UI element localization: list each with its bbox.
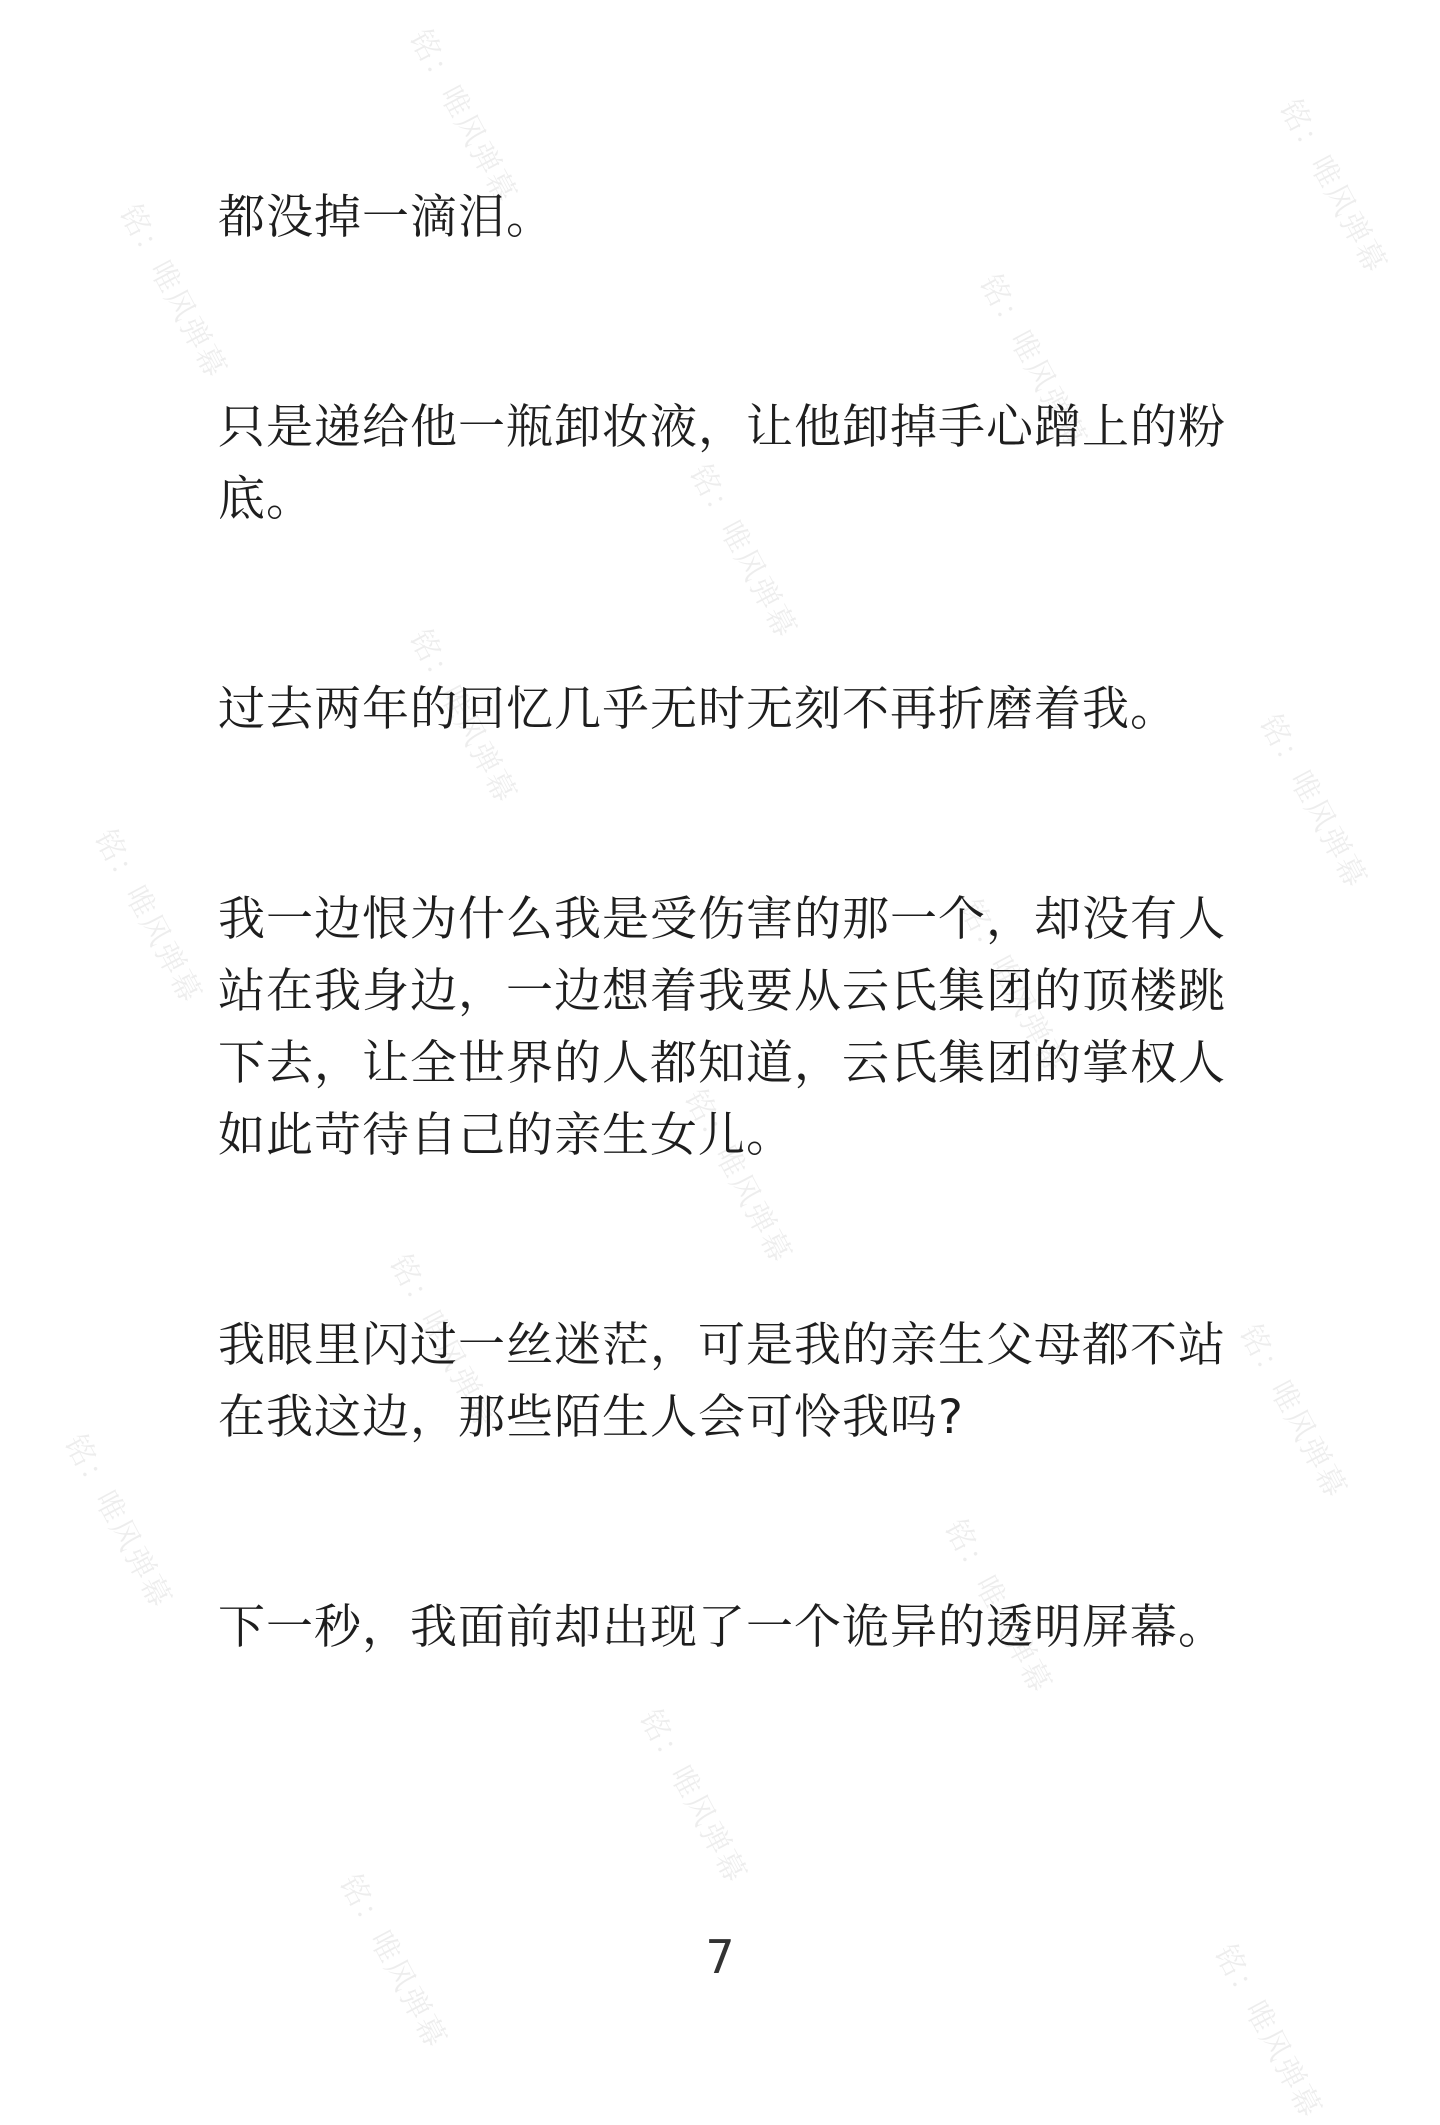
watermark: 铭：唯风弹幕 — [972, 268, 1094, 455]
watermark: 铭：唯风弹幕 — [952, 893, 1074, 1080]
watermark: 铭：唯风弹幕 — [57, 1428, 179, 1615]
watermark: 铭：唯风弹幕 — [402, 623, 524, 810]
paragraph: 只是递给他一瓶卸妆液，让他卸掉手心蹭上的粉底。 — [218, 400, 1226, 527]
watermark: 铭：唯风弹幕 — [87, 823, 209, 1010]
watermark: 铭：唯风弹幕 — [112, 198, 234, 385]
paragraph: 下一秒，我面前却出现了一个诡异的透明屏幕。 — [218, 1600, 1226, 1655]
watermark: 铭：唯风弹幕 — [682, 458, 804, 645]
watermark: 铭：唯风弹幕 — [632, 1703, 754, 1890]
watermark: 铭：唯风弹幕 — [1232, 1318, 1354, 1505]
watermark: 铭：唯风弹幕 — [1252, 708, 1374, 895]
watermark: 铭：唯风弹幕 — [1207, 1938, 1329, 2125]
paragraph: 我眼里闪过一丝迷茫，可是我的亲生父母都不站在我这边，那些陌生人会可怜我吗? — [218, 1318, 1226, 1445]
watermark: 铭：唯风弹幕 — [677, 1083, 799, 1270]
watermark: 铭：唯风弹幕 — [402, 23, 524, 210]
watermark: 铭：唯风弹幕 — [1272, 93, 1394, 280]
paragraph: 过去两年的回忆几乎无时无刻不再折磨着我。 — [218, 682, 1178, 737]
paragraph: 我一边恨为什么我是受伤害的那一个，却没有人站在我身边，一边想着我要从云氏集团的顶楼跳下去，让全世界的人都知道，云氏集团的掌权人如此苛待自己的亲生女儿。 — [218, 892, 1226, 1163]
watermark: 铭：唯风弹幕 — [332, 1868, 454, 2055]
text-body — [218, 182, 1228, 1802]
watermark: 铭：唯风弹幕 — [382, 1248, 504, 1435]
page-number: 7 — [705, 1930, 735, 1984]
paragraph: 都没掉一滴泪。 — [218, 190, 554, 245]
watermark: 铭：唯风弹幕 — [937, 1513, 1059, 1700]
